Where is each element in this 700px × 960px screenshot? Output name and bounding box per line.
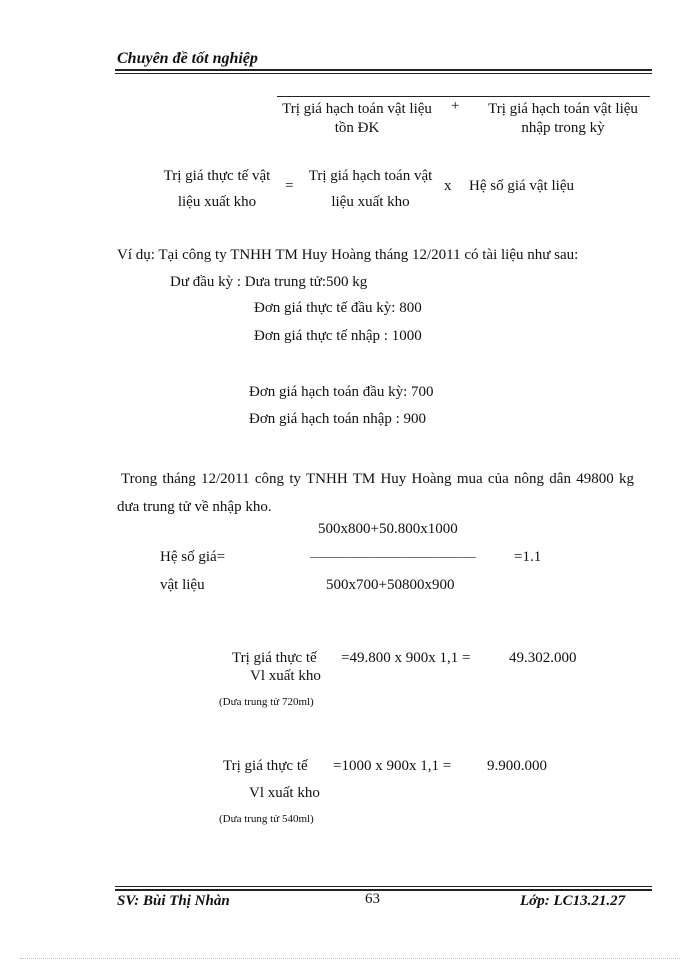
formula-result-label: Trị giá thực tế vật liệu xuất kho [163, 168, 271, 210]
footer-rule-thin [115, 886, 652, 887]
formula-coefficient: Hệ số giá vật liệu [469, 178, 574, 194]
calc2-note: (Dưa trung tử 540ml) [219, 813, 314, 825]
footer-page-number: 63 [365, 891, 380, 907]
example-actual-price-in: Đơn giá thực tế nhập : 1000 [254, 328, 422, 344]
header-rule-thick [115, 69, 652, 71]
formula-top-rule [277, 96, 650, 97]
formula-plus: + [451, 98, 460, 114]
coef-result: =1.1 [514, 549, 542, 565]
footer-student: SV: Bùi Thị Nhàn [117, 893, 230, 909]
calc1-label: Trị giá thực tế [232, 650, 317, 666]
example-opening: Dư đầu kỳ : Dưa trung tử:500 kg [170, 274, 368, 290]
formula-top-right: Trị giá hạch toán vật liệu nhập trong kỳ [488, 101, 638, 136]
formula-times: x [444, 178, 452, 194]
calc2-value: 9.900.000 [487, 758, 547, 774]
coef-fraction-bar: ——————————————— [310, 549, 475, 563]
footer-class: Lớp: LC13.21.27 [520, 893, 626, 909]
coef-numerator: 500x800+50.800x1000 [318, 521, 458, 537]
header-rule-thin [115, 73, 652, 74]
coef-label-line2: vật liệu [160, 577, 205, 593]
example-paragraph: Trong tháng 12/2011 công ty TNHH TM Huy Hoàng mua của nông dân 49800 kg dưa trung tử về nhập kho. [117, 471, 634, 515]
header-title: Chuyên đề tốt nghiệp [117, 50, 258, 67]
calc1-value: 49.302.000 [509, 650, 577, 666]
footer-rule-thick [115, 889, 652, 891]
formula-top-left: Trị giá hạch toán vật liệu tồn ĐK [282, 101, 432, 136]
calc1-label2: Vl xuất kho [250, 668, 321, 684]
coef-denominator: 500x700+50800x900 [326, 577, 455, 593]
calc1-expression: =49.800 x 900x 1,1 = [341, 650, 471, 666]
calc2-expression: =1000 x 900x 1,1 = [333, 758, 452, 774]
coef-label-line1: Hệ số giá= [160, 549, 226, 565]
calc2-label: Trị giá thực tế [223, 758, 308, 774]
calc1-note: (Dưa trung tử 720ml) [219, 696, 314, 708]
page-bottom-dotted-edge [20, 958, 680, 959]
formula-equals: = [285, 178, 294, 194]
example-intro: Ví dụ: Tại công ty TNHH TM Huy Hoàng tháng 12/2011 có tài liệu như sau: [117, 247, 579, 263]
calc2-label2: Vl xuất kho [249, 785, 320, 801]
formula-middle: Trị giá hạch toán vật liệu xuất kho [308, 168, 433, 210]
example-book-price-open: Đơn giá hạch toán đầu kỳ: 700 [249, 384, 434, 400]
example-actual-price-open: Đơn giá thực tế đầu kỳ: 800 [254, 300, 422, 316]
example-book-price-in: Đơn giá hạch toán nhập : 900 [249, 411, 427, 427]
